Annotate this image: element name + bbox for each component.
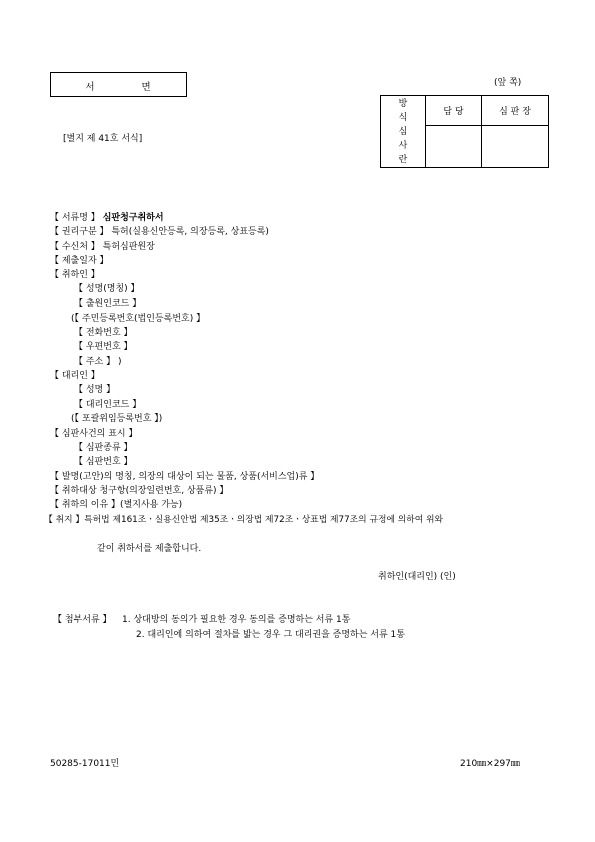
page-side-label: (앞 쪽) (494, 78, 522, 88)
form-number: [별지 제 41호 서식] (63, 134, 143, 144)
field-invention-name: 【 발명(고안)의 명칭, 의장의 대상이 되는 물품, 상품(서비스업)류 】 (50, 472, 320, 482)
signature-line: 취하인(대리인) (인) (378, 572, 456, 582)
field-case-display: 【 심판사건의 표시 】 (50, 429, 138, 439)
review-table (380, 95, 549, 168)
attachments-label: 【 첨부서류 】 (53, 615, 112, 625)
field-recipient: 【 수신처 】 특허심판원장 (50, 242, 155, 252)
field-agent-name: 【 성명 】 (74, 385, 116, 395)
review-chief-cell (482, 126, 549, 168)
attachment-item-1: 1. 상대방의 동의가 필요한 경우 동의를 증명하는 서류 1통 (122, 615, 351, 625)
field-agent: 【 대리인 】 (50, 371, 100, 381)
field-postal-code: 【 우편번호 】 (74, 342, 133, 352)
field-doc-name: 【 서류명 】 심판청구취하서 (50, 213, 164, 223)
field-agent-code: 【 대리인코드 】 (74, 400, 142, 410)
field-withdrawer-name: 【 성명(명칭) 】 (74, 284, 140, 294)
field-right-type: 【 권리구분 】 특허(실용신안등록, 의장등록, 상표등록) (50, 227, 269, 237)
document-title: 서 면 (85, 82, 152, 93)
field-address: 【 주소 】 ) (74, 357, 122, 367)
review-col-clerk: 담 당 (426, 96, 482, 126)
doc-name-value: 심판청구취하서 (102, 213, 164, 223)
field-case-number: 【 심판번호 】 (74, 457, 133, 467)
field-withdraw-reason: 【 취하의 이유 】(별지사용 가능) (50, 500, 183, 510)
field-phone: 【 전화번호 】 (74, 328, 133, 338)
document-title-box (50, 72, 187, 97)
review-clerk-cell (426, 126, 482, 168)
field-case-type: 【 심판종류 】 (74, 443, 133, 453)
review-vertical-label: 방 식 심 사 란 (381, 96, 426, 168)
review-col-chief-judge: 심 판 장 (482, 96, 549, 126)
attachment-item-2: 2. 대리인에 의하여 절차를 밟는 경우 그 대리권을 증명하는 서류 1통 (136, 630, 405, 640)
field-withdrawer: 【 취하인 】 (50, 270, 100, 280)
field-submit-date: 【 제출일자 】 (50, 256, 109, 266)
field-purpose-line2: 같이 취하서를 제출합니다. (97, 544, 202, 554)
field-purpose-line1: 【 취지 】특허법 제161조ㆍ실용신안법 제35조ㆍ의장법 제72조ㆍ상표법 제77조의 규정에 의하여 위와 (44, 515, 444, 525)
footer-paper-size: 210㎜×297㎜ (460, 759, 520, 769)
field-resident-number: (【 주민등록번호(법인등록번호) 】 (71, 314, 206, 324)
footer-form-code: 50285-17011민 (50, 759, 120, 769)
field-withdraw-target: 【 취하대상 청구항(의장일련번호, 상품류) 】 (50, 486, 229, 496)
field-general-registration: (【 포괄위임등록번호 】) (71, 414, 163, 424)
field-applicant-code: 【 출원인코드 】 (74, 299, 142, 309)
